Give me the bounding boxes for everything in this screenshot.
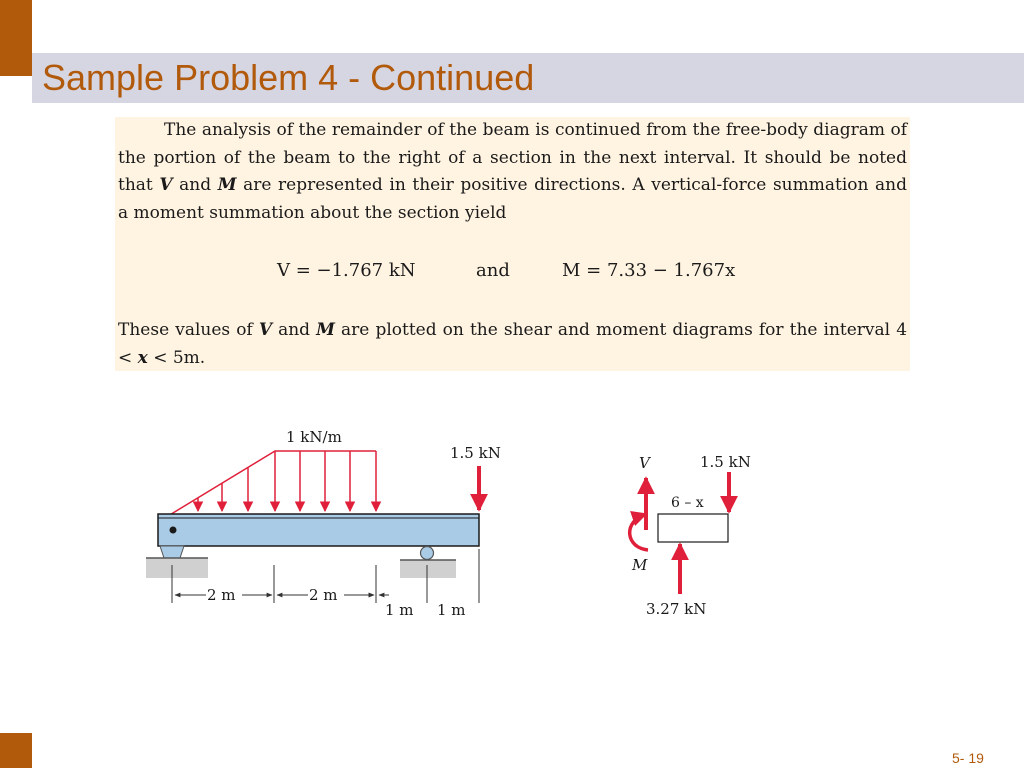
- dimension-label-4: 1 m: [437, 601, 466, 619]
- beam: [158, 514, 479, 546]
- beam-diagram: [146, 428, 501, 619]
- segment-length-label: 6 – x: [671, 495, 704, 511]
- ground-right: [400, 560, 456, 578]
- slide-title: Sample Problem 4 - Continued: [42, 57, 535, 98]
- equation-shear: V = −1.767 kN: [277, 260, 416, 281]
- free-body-diagram: [630, 453, 751, 618]
- paragraph-text: are plotted on the shear and moment diagrams for the interval 4 <: [118, 320, 908, 368]
- paragraph-text: < 5m.: [147, 347, 206, 368]
- beam-segment: [658, 514, 728, 542]
- var-m: M: [316, 320, 335, 340]
- dimension-label-3: 1 m: [385, 601, 414, 619]
- roller-support: [421, 547, 434, 560]
- distributed-load-label: 1 kN/m: [286, 428, 342, 446]
- distributed-load-outline: [168, 451, 376, 516]
- ground-left: [146, 558, 208, 578]
- paragraph-text: The analysis of the remainder of the beam is continued from the free-body diagram of the portion of the beam to the right of a section in the next interval. It should be noted that: [118, 120, 907, 196]
- paragraph-text: and: [172, 175, 218, 196]
- page-number: 5- 19: [952, 750, 984, 766]
- pin-point: [170, 527, 177, 534]
- paragraph-text: These values of: [118, 320, 259, 340]
- var-x: x: [137, 347, 148, 368]
- equation-and: and: [476, 260, 510, 281]
- moment-label: M: [632, 556, 648, 574]
- reaction-label: 3.27 kN: [646, 600, 707, 618]
- equation-moment: M = 7.33 − 1.767x: [562, 260, 736, 281]
- shear-label: V: [639, 454, 650, 472]
- var-v: V: [258, 320, 273, 340]
- paragraph-text: are represented in their positive directions. A vertical-force summation and a moment summation about the section yield: [118, 175, 908, 223]
- var-v: V: [159, 175, 173, 196]
- point-load-label: 1.5 kN: [450, 444, 501, 462]
- dimension-label-2: 2 m: [309, 586, 338, 604]
- dimension-label-1: 2 m: [207, 586, 236, 604]
- pin-support: [160, 546, 184, 558]
- fbd-load-label: 1.5 kN: [700, 453, 751, 471]
- var-m: M: [217, 175, 237, 196]
- paragraph-text: and: [272, 320, 317, 340]
